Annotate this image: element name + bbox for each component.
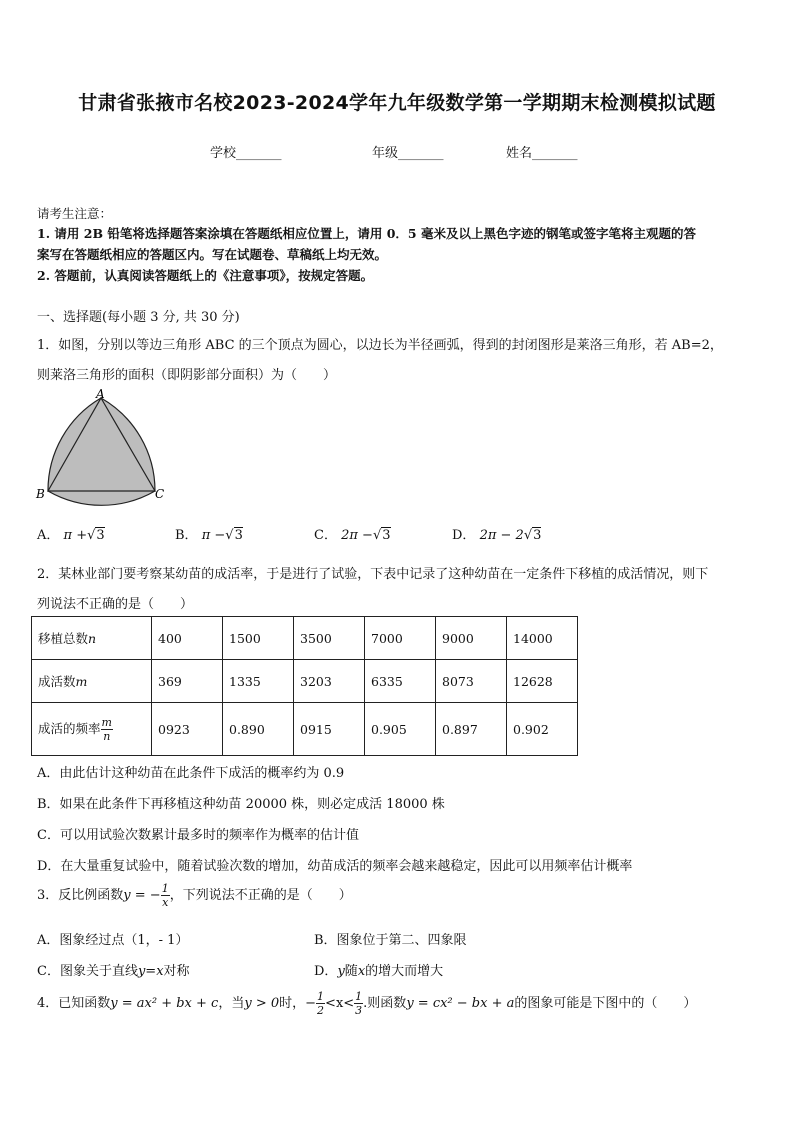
q1-option-c[interactable]: C． 2π −√3 (314, 528, 391, 543)
vertex-label-c: C (155, 487, 165, 501)
table-cell: 3500 (294, 617, 365, 660)
reuleaux-shaded-region (48, 398, 155, 505)
q3-option-d[interactable]: D．y随x的增大而增大 (314, 964, 444, 979)
table-cell: 0.890 (223, 703, 294, 756)
name-field: 姓名_______ (506, 146, 578, 161)
q4-stem: 4．已知函数y = ax² + bx + c，当y > 0时，− $\frac{1}{2}$ <x< $\frac{1}{3}$ .则函数y = cx² − bx + a的图象可能是下图中的（ ） (37, 990, 697, 1017)
q2-option-a[interactable]: A．由此估计这种幼苗在此条件下成活的概率约为 0.9 (37, 766, 345, 781)
q2-option-c[interactable]: C．可以用试验次数累计最多时的频率作为概率的估计值 (37, 828, 359, 843)
page-title: 甘肃省张掖市名校2023-2024学年九年级数学第一学期期末检测模拟试题 (78, 92, 716, 114)
reuleaux-triangle-figure (34, 386, 174, 506)
table-cell: 9000 (436, 617, 507, 660)
table-row (32, 703, 578, 756)
table-row-header: 移植总数n (32, 617, 152, 660)
table-cell: 400 (152, 617, 223, 660)
grade-field: 年级_______ (372, 146, 444, 161)
school-field: 学校_______ (210, 146, 282, 161)
q2-option-b[interactable]: B．如果在此条件下再移植这种幼苗 20000 株，则必定成活 18000 株 (37, 797, 445, 812)
sqrt-icon: √ (372, 528, 382, 543)
notice-item-1-line-2: 案写在答题纸相应的答题区内。写在试题卷、草稿纸上均无效。 (37, 247, 388, 262)
q1-line-2: 则莱洛三角形的面积（即阴影部分面积）为（ ） (37, 368, 337, 383)
q3-option-b[interactable]: B．图象位于第二、四象限 (314, 933, 467, 948)
table-cell: 0915 (294, 703, 365, 756)
notice-item-2: 2. 答题前，认真阅读答题纸上的《注意事项》，按规定答题。 (37, 268, 374, 283)
seedling-table (31, 616, 578, 756)
q3-stem: 3．反比例函数y = − $\frac{1}{x}$ ，下列说法不正确的是（ ） (37, 882, 352, 909)
sqrt-icon: √ (225, 528, 234, 543)
table-cell: 0923 (152, 703, 223, 756)
q3-option-c[interactable]: C．图象关于直线y=x对称 (37, 964, 190, 979)
q2-option-d[interactable]: D．在大量重复试验中，随着试验次数的增加，幼苗成活的频率会越来越稳定，因此可以用频率估计概率 (37, 859, 633, 874)
table-cell: 12628 (507, 660, 578, 703)
table-cell: 3203 (294, 660, 365, 703)
sqrt-icon: √ (87, 528, 96, 543)
vertex-label-a: A (96, 387, 105, 401)
q2-line-1: 2．某林业部门要考察某幼苗的成活率，于是进行了试验，下表中记录了这种幼苗在一定条件下移植的成活情况，则下 (37, 567, 709, 582)
table-cell: 8073 (436, 660, 507, 703)
table-cell: 1500 (223, 617, 294, 660)
sqrt-icon: √ (523, 528, 533, 543)
table-cell: 369 (152, 660, 223, 703)
section-heading: 一、选择题(每小题 3 分, 共 30 分) (37, 310, 240, 325)
table-cell: 0.902 (507, 703, 578, 756)
q1-option-b[interactable]: B． π −√3 (175, 528, 243, 543)
notice-heading: 请考生注意： (37, 206, 113, 221)
table-cell: 0.897 (436, 703, 507, 756)
table-row-header: 成活数m (32, 660, 152, 703)
q1-option-a[interactable]: A． π +√3 (37, 528, 105, 543)
table-row (32, 660, 578, 703)
table-cell: 1335 (223, 660, 294, 703)
table-cell: 14000 (507, 617, 578, 660)
vertex-label-b: B (36, 487, 45, 501)
table-cell: 7000 (365, 617, 436, 660)
q1-option-d[interactable]: D． 2π − 2√3 (452, 528, 542, 543)
q2-line-2: 列说法不正确的是（ ） (37, 597, 194, 612)
notice-item-1-line-1: 1. 请用 2B 铅笔将选择题答案涂填在答题纸相应位置上，请用 0．5 毫米及以上黑色字迹的钢笔或签字笔将主观题的答 (37, 226, 696, 241)
q1-line-1: 1．如图，分别以等边三角形 ABC 的三个顶点为圆心，以边长为半径画弧，得到的封闭图形是莱洛三角形，若 AB=2， (37, 338, 723, 353)
q3-option-a[interactable]: A．图象经过点（1，- 1） (37, 933, 189, 948)
table-cell: 6335 (365, 660, 436, 703)
table-cell: 0.905 (365, 703, 436, 756)
table-row-header: 成活的频率 $\frac{m}{n}$ (32, 703, 152, 756)
table-row (32, 617, 578, 660)
